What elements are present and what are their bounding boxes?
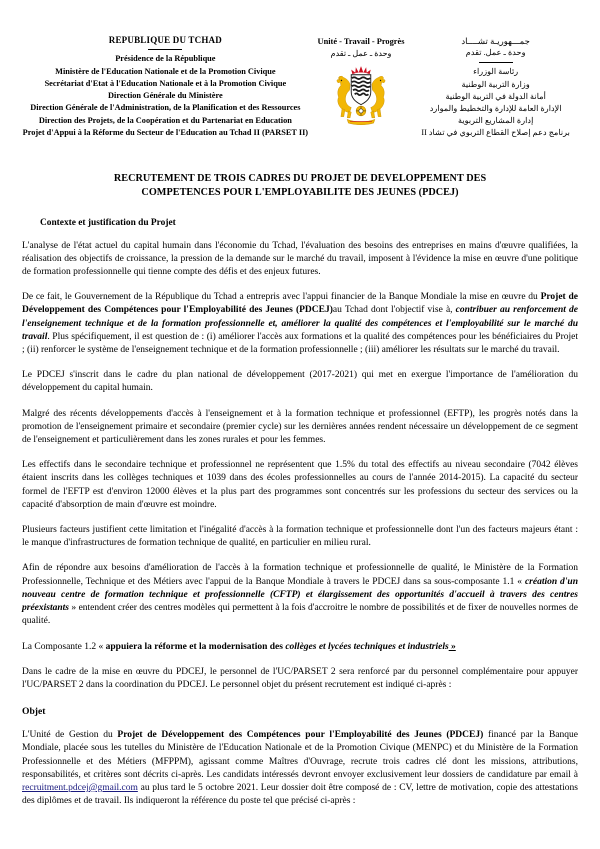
paragraph-7-part-a: Afin de répondre aux besoins d'amélioration de l'accès à la formation technique et professionnelle de qualité, le Ministère de la Formation Professionnelle, Technique et des Métiers avec l'appui de la Banque Mondiale à travers le PDCEJ dans sa sous-composante 1.1 « (22, 563, 578, 587)
letterhead-french-block (22, 34, 309, 139)
paragraph-10-part-c: financé par la Banque Mondiale, placée sous les tutelles du Ministère de l'Education Nationale et de la Promotion Civique (MENPC) et du Ministère de la Formation Professionnelle et des Métiers (MFPPM), agissant comme Maîtres d'Ouvrage, recrute trois cadres clé dont les missions, attributions, responsabilités, et critères sont décrits ci-après. Les candidats intéressés devront envoyer exclusivement leur dossiers de candidature par email à (22, 730, 578, 780)
subcomponent-1-1-emphasis: création d'un nouveau centre de formation technique et professionnelle (CFTP) et élargissement des opportunités d'accueil à travers des centres préexistants (22, 576, 578, 614)
ministry-line-1: Présidence de la République (115, 54, 216, 64)
paragraph-8-composante-1-2 (22, 641, 578, 654)
national-motto-ar-right: وحدة ـ عمل. تقدم (465, 48, 526, 58)
paragraph-6: Plusieurs facteurs justifient cette limitation et l'inégalité d'accès à la formation technique et professionnelle dont l'un des facteurs majeurs étant : le manque d'infrastructures de formation technique de qualité, en particulier en milieu rural. (22, 525, 578, 549)
paragraph-8-part-a: La Composante 1.2 « (22, 641, 106, 652)
country-name-ar: جمـــهوريـة تشــــاد (461, 36, 530, 46)
ministry-line-5: Direction Générale de l'Administration, de la Planification et des Ressources (30, 103, 301, 113)
page-title-line-2: COMPETENCES POUR L'EMPLOYABILITE DES JEUNES (PDCEJ) (141, 187, 459, 199)
paragraph-1: L'analyse de l'état actuel du capital humain dans l'économie du Tchad, l'évaluation des besoins des entreprises en mains d'œuvre qualifiées, la réalisation des objectifs de croissance, la pression de la demande sur le marché du travail, imposent à l'évidence la mise en œuvre d'une politique de formation professionnelle qui tienne compte des défis et des enjeux futures. (22, 240, 578, 278)
composante-1-2-emphasis: collèges et lycées techniques et industriels (285, 641, 449, 652)
paragraph-2-part-c: au Tchad dont l'objectif vise à, (332, 305, 456, 316)
ministry-line-3: Secrétariat d'Etat à l'Education Nationale et à la Promotion Civique (44, 78, 287, 88)
paragraph-5: Les effectifs dans le secondaire technique et professionnel ne représentent que 1.5% du total des effectifs au niveau secondaire (7042 élèves étaient inscrits dans les collèges techniques et 1039 dans des écoles professionnelles au cours de l'année 2014-2015). La capacité du secteur formel de l'EFTP est d'environ 12000 élèves et la plus part des programmes sont concentrés sur les professions du secteur des services ou la capacité d'absorption de main d'œuvre est moindre. (22, 460, 578, 510)
paragraph-7 (22, 562, 578, 628)
ministry-line-ar-5: إدارة المشاريع التربوية (457, 116, 534, 126)
country-name-fr: REPUBLIQUE DU TCHAD (108, 35, 222, 45)
project-name-bold: Projet de Développement des Compétences pour l'Employabilité des Jeunes (PDCEJ) (22, 292, 578, 316)
letterhead-divider-rule-ar (479, 62, 513, 63)
national-motto-ar: وحدة ـ عمل ـ تقدم (330, 49, 392, 58)
ministry-line-7: Projet d'Appui à la Réforme du Secteur de l'Education au Tchad II (PARSET II) (22, 128, 309, 138)
letterhead (22, 34, 578, 140)
letterhead-arabic-block (413, 34, 578, 140)
letterhead-motto-block (309, 34, 414, 127)
paragraph-10-part-a: L'Unité de Gestion du (22, 730, 118, 741)
paragraph-3: Le PDCEJ s'inscrit dans le cadre du plan national de développement (2017-2021) qui met en exergue l'importance de l'amélioration du développement du capital humain. (22, 370, 578, 394)
paragraph-7-part-c: » entendent créer des centres modèles qui permettent à la fois d'accroitre le nombre de possibilités et de fixer de nouvelles normes de qualité. (22, 603, 578, 627)
paragraph-8-closing-quote: » (448, 641, 456, 652)
ministry-line-2: Ministère de l'Education Nationale et de la Promotion Civique (55, 66, 276, 76)
application-email-link[interactable]: recruitment.pdcej@gmail.com (22, 782, 138, 793)
ministry-line-ar-1: رئاسة الوزراء (473, 67, 519, 77)
paragraph-2-part-a: De ce fait, le Gouvernement de la République du Tchad a entrepris avec l'appui financier de la Banque Mondiale la mise en œuvre du (22, 292, 541, 303)
section-heading-objet: Objet (22, 706, 46, 718)
ministry-line-ar-4: الإدارة العامة للإدارة والتخطيط والموارد (429, 104, 562, 114)
paragraph-4: Malgré des récents développements d'accès à l'enseignement et à la formation technique et professionnel (EFTP), les progrès notés dans la promotion de l'enseignement primaire et secondaire (premier cycle) sur les dernières années rendent nécessaire un développement de ce segment de l'enseignement et particulièrement dans les zones rurales et pour les femmes. (22, 408, 578, 446)
paragraph-10-part-d: au plus tard le 5 octobre 2021. Leur dossier doit être composé de : CV, lettre de motivation, copie des attestations des diplômes et de travail. Ils indiqueront la référence du poste tel que précisé ci-après : (22, 782, 578, 807)
paragraph-2-part-e: . Plus spécifiquement, il est question de : (i) améliorer l'accès aux formations et la qualité des compétences pour les bénéficiaires du Projet ; (ii) renforcer le système de l'enseignement technique et de la formation professionnelle ; (iii) améliorer les résultats sur le marché du travail. (22, 331, 578, 356)
composante-1-2-bold: appuiera la réforme et la modernisation des (105, 641, 286, 652)
ministry-line-6: Direction des Projets, de la Coopération et du Partenariat en Education (38, 115, 292, 125)
project-objective-emphasis: contribuer au renforcement de l'enseignement technique et de la formation professionnelle et, améliorer la qualité des compétences et l'employabilité sur le marché du travail (22, 305, 578, 342)
ministry-line-ar-2: وزارة التربية الوطنية (461, 79, 530, 89)
chad-coat-of-arms-icon (332, 65, 390, 127)
letterhead-divider-rule (148, 49, 182, 50)
paragraph-9: Dans le cadre de la mise en œuvre du PDCEJ, le personnel de l'UC/PARSET 2 sera renforcé par du personnel complémentaire pour appuyer l'UC/PARSET 2 dans la coordination du PDCEJ. Le personnel objet du présent recrutement est indiqué ci-après : (22, 666, 578, 690)
page-title-line-1: RECRUTEMENT DE TROIS CADRES DU PROJET DE DEVELOPPEMENT DES (113, 172, 487, 184)
section-heading-context: Contexte et justification du Projet (40, 217, 176, 228)
national-motto-fr: Unité - Travail - Progrès (317, 37, 405, 46)
paragraph-10-objet-body (22, 729, 578, 808)
ministry-line-ar-6: برنامج دعم إصلاح القطاع التربوي في تشاد II (421, 128, 570, 138)
ministry-line-4: Direction Générale du Ministère (108, 91, 223, 101)
project-name-bold-2: Projet de Développement des Compétences pour l'Employabilité des Jeunes (PDCEJ) (117, 730, 484, 741)
page-title (32, 172, 568, 201)
paragraph-2 (22, 291, 578, 357)
ministry-line-ar-3: أمانة الدولة في التربية الوطنية (445, 91, 546, 101)
